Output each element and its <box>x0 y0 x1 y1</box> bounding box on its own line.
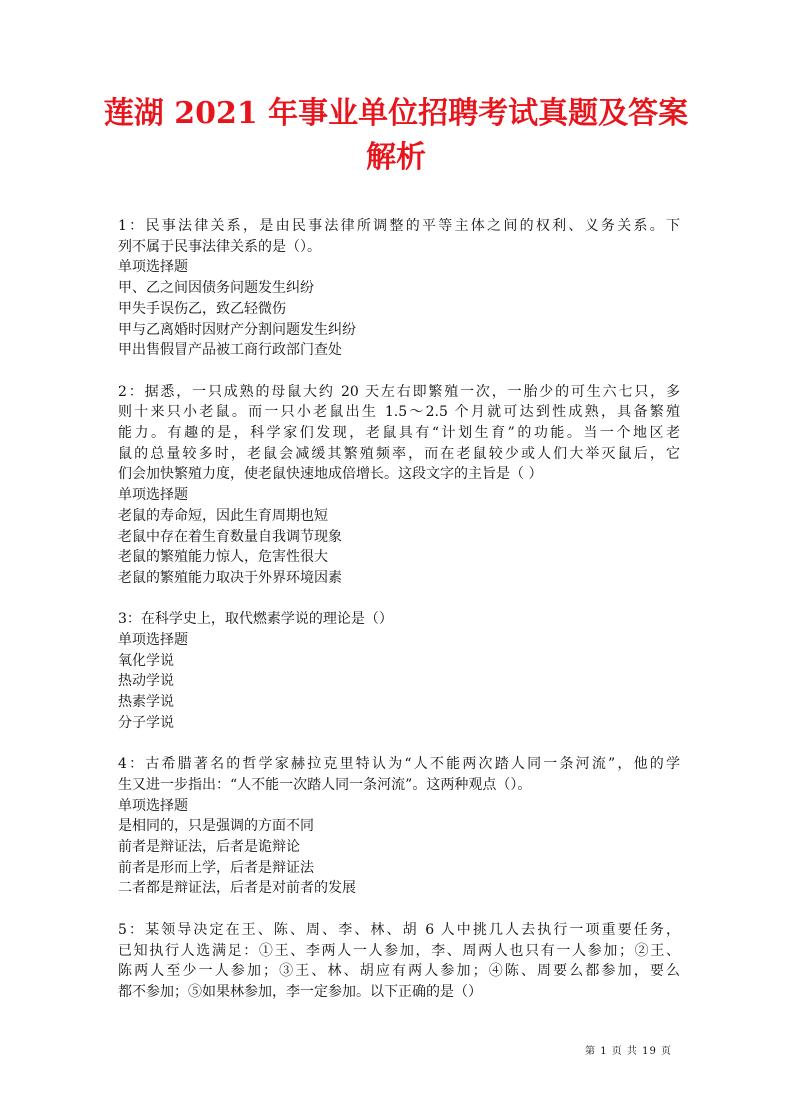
question-stem-line: 1：民事法律关系，是由民事法律所调整的平等主体之间的权利、义务关系。下 <box>118 218 680 234</box>
question-item <box>118 382 680 589</box>
question-item <box>118 216 680 361</box>
question-stem-line: 陈两人至少一人参加；③王、林、胡应有两人参加；④陈、周要么都参加，要么 <box>118 963 680 980</box>
answer-option: 热动学说 <box>118 673 174 690</box>
question-stem-line: 列不属于民事法律关系的是（）。 <box>118 238 321 255</box>
question-type: 单项选择题 <box>118 259 188 276</box>
question-stem-line: 3：在科学史上，取代燃素学说的理论是（） <box>118 611 393 628</box>
question-stem-line: 则十来只小老鼠。而一只小老鼠出生 1.5～2.5 个月就可达到性成熟，具备繁殖 <box>118 404 680 421</box>
answer-option: 老鼠的繁殖能力取决于外界环境因素 <box>118 569 342 586</box>
document-title <box>60 92 732 180</box>
question-stem-line: 4：古希腊著名的哲学家赫拉克里特认为“人不能两次踏人同一条河流”，他的学 <box>118 756 680 773</box>
answer-option: 甲失手误伤乙，致乙轻微伤 <box>118 300 286 317</box>
answer-option: 氧化学说 <box>118 652 174 669</box>
question-item <box>118 609 680 733</box>
question-item <box>118 920 680 1003</box>
question-stem-line: 已知执行人选满足：①王、李两人一人参加，李、周两人也只有一人参加；②王、 <box>118 942 680 959</box>
answer-option: 前者是辩证法，后者是诡辩论 <box>118 839 300 856</box>
question-stem-line: 2：据悉，一只成熟的母鼠大约 20 天左右即繁殖一次，一胎少的可生六七只，多 <box>118 383 680 400</box>
answer-option: 是相同的，只是强调的方面不同 <box>118 818 314 835</box>
answer-option: 老鼠中存在着生育数量自我调节现象 <box>118 528 342 545</box>
title-line-1: 莲湖 2021 年事业单位招聘考试真题及答案 <box>103 96 689 131</box>
question-stem-line: 5：某领导决定在王、陈、周、李、林、胡 6 人中挑几人去执行一项重要任务， <box>118 921 680 938</box>
page-number: 第 1 页 共 19 页 <box>585 1046 672 1057</box>
answer-option: 甲与乙离婚时因财产分割问题发生纠纷 <box>118 321 356 338</box>
question-stem-line: 鼠的总量较多时，老鼠会减缓其繁殖频率，而在老鼠较少或人们大举灭鼠后，它 <box>118 445 680 462</box>
answer-option: 二者都是辩证法，后者是对前者的发展 <box>118 880 356 897</box>
answer-option: 热素学说 <box>118 694 174 711</box>
question-type: 单项选择题 <box>118 487 188 504</box>
answer-option: 分子学说 <box>118 714 174 731</box>
question-stem-line: 生又进一步指出：“人不能一次踏人同一条河流”。这两种观点（）。 <box>118 776 532 793</box>
question-stem-line: 能力。有趣的是，科学家们发现，老鼠具有“计划生育”的功能。当一个地区老 <box>118 425 680 442</box>
answer-option: 甲、乙之间因债务问题发生纠纷 <box>118 280 314 297</box>
answer-option: 前者是形而上学，后者是辩证法 <box>118 859 314 876</box>
question-list <box>118 216 680 1003</box>
answer-option: 老鼠的繁殖能力惊人，危害性很大 <box>118 549 328 566</box>
question-type: 单项选择题 <box>118 632 188 649</box>
question-stem-line: 们会加快繁殖力度，使老鼠快速地成倍增长。这段文字的主旨是（ ） <box>118 466 543 483</box>
question-stem-line: 都不参加；⑤如果林参加，李一定参加。以下正确的是（） <box>118 983 482 1000</box>
answer-option: 老鼠的寿命短，因此生育周期也短 <box>118 507 328 524</box>
title-line-2: 解析 <box>366 140 426 175</box>
question-type: 单项选择题 <box>118 797 188 814</box>
question-item <box>118 754 680 899</box>
answer-option: 甲出售假冒产品被工商行政部门查处 <box>118 342 342 359</box>
